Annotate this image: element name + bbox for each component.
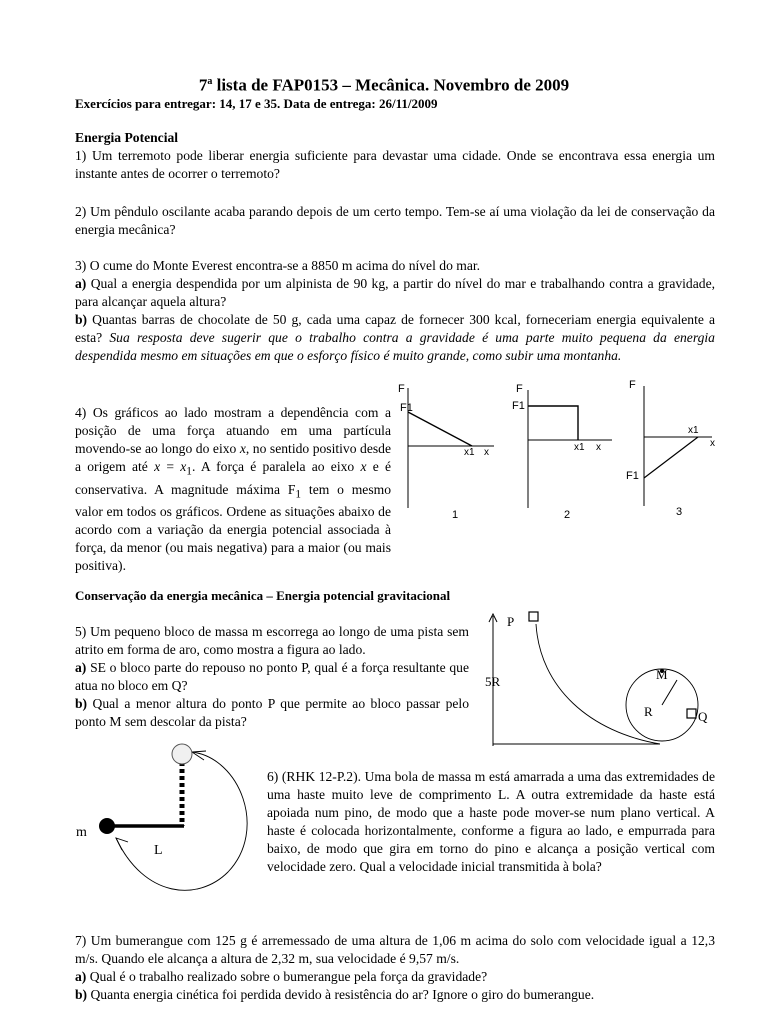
graph-3: [644, 386, 712, 506]
question-5: 5) Um pequeno bloco de massa m escorrega ao longo de uma pista sem atrito em forma de aro, como mostra a figura ao lado. a) SE o bloco parte do repouso no ponto P, qual é a força resultante que atua no bloco em Q? b) Qual a menor altura do ponto P que permite ao bloco passar pelo ponto M sem descolar da pista?: [75, 624, 469, 729]
question-4-part1: 4) Os gráficos ao lado mostram a dependência com a posição de uma força atuando em uma partícula movendo-se ao longo do eixo x, no sentido positivo desde a origem até $x = x_1$. A força é paralela ao eixo x e é conservativa. A magnitude máxima $F_1$ tem o mesmo valor em todos os gráficos. Ordene as situações abaixo de acordo com a variação da energia potencial associada à força, da menor (ou mais negativa) para a maior (ou mais positiva).: [75, 405, 392, 574]
graph-2-number: 2: [564, 509, 571, 521]
graph-3-x1-label: x1: [688, 425, 699, 436]
graph-3-x-label: x: [710, 438, 715, 449]
pendulum-rod-figure: [70, 738, 265, 908]
graph-1-x-label: x: [484, 447, 489, 458]
force-graphs: [392, 378, 732, 523]
graph-2-f-label: F: [516, 383, 523, 395]
graph-2-x1-label: x1: [574, 442, 585, 453]
graph-1-number: 1: [452, 509, 459, 521]
question-2: 2) Um pêndulo oscilante acaba parando depois de um certo tempo. Tem-se aí uma violação da lei de conservação da energia mecânica?: [75, 204, 715, 237]
graph-1-f1-label: F1: [400, 402, 413, 414]
graph-2-x-label: x: [596, 442, 601, 453]
graph-2-f1-label: F1: [512, 400, 525, 412]
fig5-q-label: Q: [698, 709, 708, 724]
section-heading-potential-energy: Energia Potencial: [75, 130, 179, 145]
page-title: 7$^a$ lista de FAP0153 – Mecânica. Novembro de 2009: [198, 75, 570, 95]
graph-3-number: 3: [676, 506, 683, 518]
fig6-m-label: m: [76, 825, 87, 840]
graph-1: [408, 388, 494, 508]
page-subtitle: Exercícios para entregar: 14, 17 e 35. Data de entrega: 26/11/2009: [75, 96, 438, 111]
section-heading-conservation: Conservação da energia mecânica – Energia potencial gravitacional: [75, 588, 451, 603]
question-7: 7) Um bumerangue com 125 g é arremessado de uma altura de 1,06 m acima do solo com velocidade igual a 12,3 m/s. Quando ele alcança a altura de 2,32 m, sua velocidade é 9,57 m/s. a) Qual é o trabalho realizado sobre o bumerangue pela força da gravidade? b) Quanta energia cinética foi perdida devido à resistência do ar? Ignore o giro do bumerangue.: [75, 933, 715, 1002]
fig6-l-label: L: [154, 843, 163, 858]
graph-3-f-label: F: [629, 379, 636, 391]
graph-3-f1-label: F1: [626, 470, 639, 482]
graph-1-f-label: F: [398, 383, 405, 395]
fig5-m-label: M: [656, 667, 668, 682]
question-6: 6) (RHK 12-P.2). Uma bola de massa m está amarrada a uma das extremidades de uma haste muito leve de comprimento L. A outra extremidade da haste está apoiada num pino, de modo que a haste pode mover-se num plano vertical. A haste é colocada horizontalmente, conforme a figura ao lado, e empurrada para baixo, de modo que gira em torno do pino e alcança a posição vertical com velocidade zero. Qual a velocidade inicial transmitida à bola?: [267, 769, 715, 874]
loop-track-figure: [480, 608, 720, 753]
graph-1-x1-label: x1: [464, 447, 475, 458]
fig5-p-label: P: [507, 614, 515, 629]
fig5-r-label: R: [644, 704, 653, 719]
question-1: 1) Um terremoto pode liberar energia suficiente para devastar uma cidade. Onde se encontrava essa energia um instante antes de ocorrer o terremoto?: [75, 148, 715, 181]
question-3: 3) O cume do Monte Everest encontra-se a 8850 m acima do nível do mar. a) Qual a energia despendida por um alpinista de 90 kg, a partir do nível do mar e trabalhando contra a gravidade, para alcançar aquela altura? b) Quantas barras de chocolate de 50 g, cada uma capaz de fornecer 300 kcal, forneceriam energia equivalente a esta? Sua resposta deve sugerir que o trabalho contra a gravidade é uma parte muito pequena da energia despendida mesmo em situações em que o esforço físico é muito grande, como subir uma montanha.: [75, 258, 715, 363]
fig5-height-label: 5R: [485, 674, 501, 689]
